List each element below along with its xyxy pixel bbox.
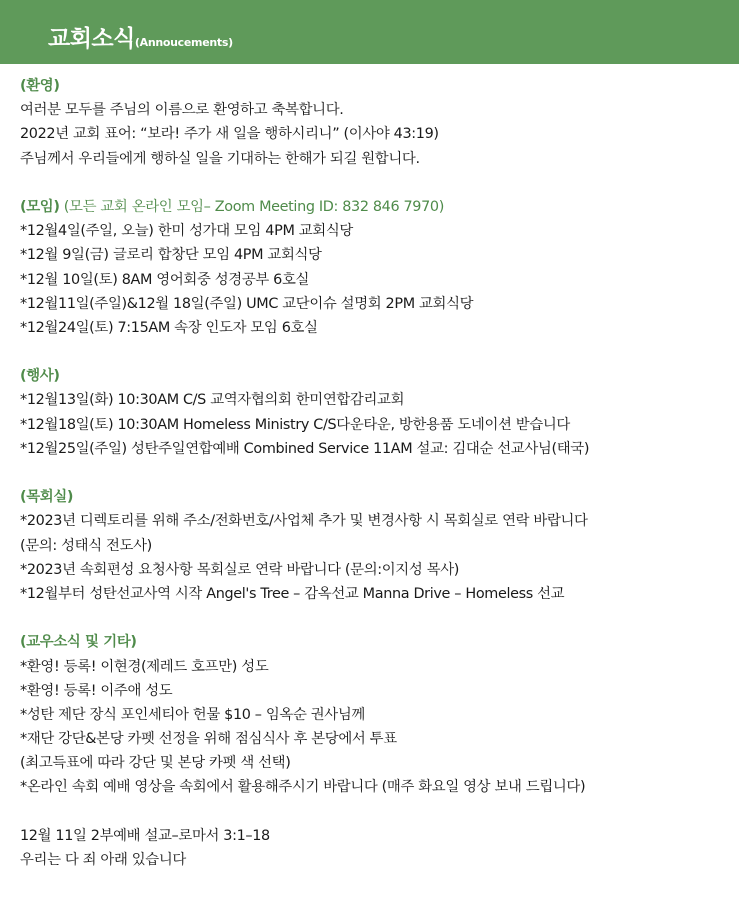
pastoral-item: *2023년 디렉토리를 위해 주소/전화번호/사업체 추가 및 변경사항 시 목회실로 연락 바랍니다 [20, 513, 588, 530]
announcements-header [0, 0, 739, 64]
member-news-item: (최고득표에 따라 강단 및 본당 카펫 색 선택) [20, 755, 291, 772]
sermon-line: 우리는 다 죄 아래 있습니다 [20, 852, 186, 868]
announcements-body [20, 74, 732, 872]
meeting-item: *12월24일(토) 7:15AM 속장 인도자 모임 6호실 [20, 319, 318, 336]
spacer [20, 340, 732, 364]
zoom-meeting-info: (모든 교회 온라인 모임– Zoom Meeting ID: 832 846 7970) [59, 198, 444, 215]
member-news-item: *재단 강단&본당 카펫 선정을 위해 점심식사 후 본당에서 투표 [20, 731, 397, 748]
event-item: *12월13일(화) 10:30AM C/S 교역자협의회 한미연합감리교회 [20, 392, 405, 409]
member-news-item: *환영! 등록! 이주애 성도 [20, 682, 173, 699]
meeting-item: *12월11일(주일)&12월 18일(주일) UMC 교단이슈 설명회 2PM 교회식당 [20, 295, 474, 312]
section-title-pastoral: (목회실) [20, 489, 74, 506]
sermon-line: 12월 11일 2부예배 설교–로마서 3:1–18 [20, 827, 270, 844]
meeting-item: *12월4일(주일, 오늘) 한미 성가대 모임 4PM 교회식당 [20, 223, 353, 240]
pastoral-item: *12월부터 성탄선교사역 시작 Angel's Tree – 감옥선교 Manna Drive – Homeless 선교 [20, 585, 565, 602]
meeting-item: *12월 10일(토) 8AM 영어회중 성경공부 6호실 [20, 271, 310, 288]
section-title-welcome: (환영) [20, 78, 60, 94]
welcome-line: 2022년 교회 표어: “보라! 주가 새 일을 행하시리니” (이사야 43:19) [20, 126, 439, 143]
header-subtitle: (Annoucements) [134, 36, 233, 49]
member-news-item: *환영! 등록! 이현경(제레드 호프만) 성도 [20, 658, 269, 675]
section-title-meetings [20, 195, 732, 219]
member-news-item: *성탄 제단 장식 포인세티아 헌물 $10 – 임옥순 권사님께 [20, 706, 365, 723]
header-title-text: 교회소식 [48, 26, 135, 52]
meeting-item: *12월 9일(금) 글로리 합창단 모임 4PM 교회식당 [20, 247, 322, 264]
welcome-line: 주님께서 우리들에게 행하실 일을 기대하는 한해가 되길 원합니다. [20, 150, 420, 167]
spacer [20, 461, 732, 485]
spacer [20, 606, 732, 630]
header-title [48, 20, 233, 53]
spacer [20, 800, 732, 824]
pastoral-item: (문의: 성태식 전도사) [20, 537, 152, 554]
pastoral-item: *2023년 속회편성 요청사항 목회실로 연락 바랍니다 (문의:이지성 목사) [20, 561, 460, 578]
section-title-members: (교우소식 및 기타) [20, 634, 137, 651]
spacer [20, 171, 732, 195]
event-item: *12월18일(토) 10:30AM Homeless Ministry C/S다운타운, 방한용품 도네이션 받습니다 [20, 416, 570, 433]
event-item: *12월25일(주일) 성탄주일연합예배 Combined Service 11AM 설교: 김대순 선교사님(태국) [20, 440, 590, 457]
section-title-events: (행사) [20, 368, 60, 385]
meetings-title: (모임) [20, 198, 60, 215]
member-news-item: *온라인 속회 예배 영상을 속회에서 활용해주시기 바랍니다 (매주 화요일 영상 보내 드립니다) [20, 779, 586, 796]
welcome-line: 여러분 모두를 주님의 이름으로 환영하고 축복합니다. [20, 102, 344, 119]
